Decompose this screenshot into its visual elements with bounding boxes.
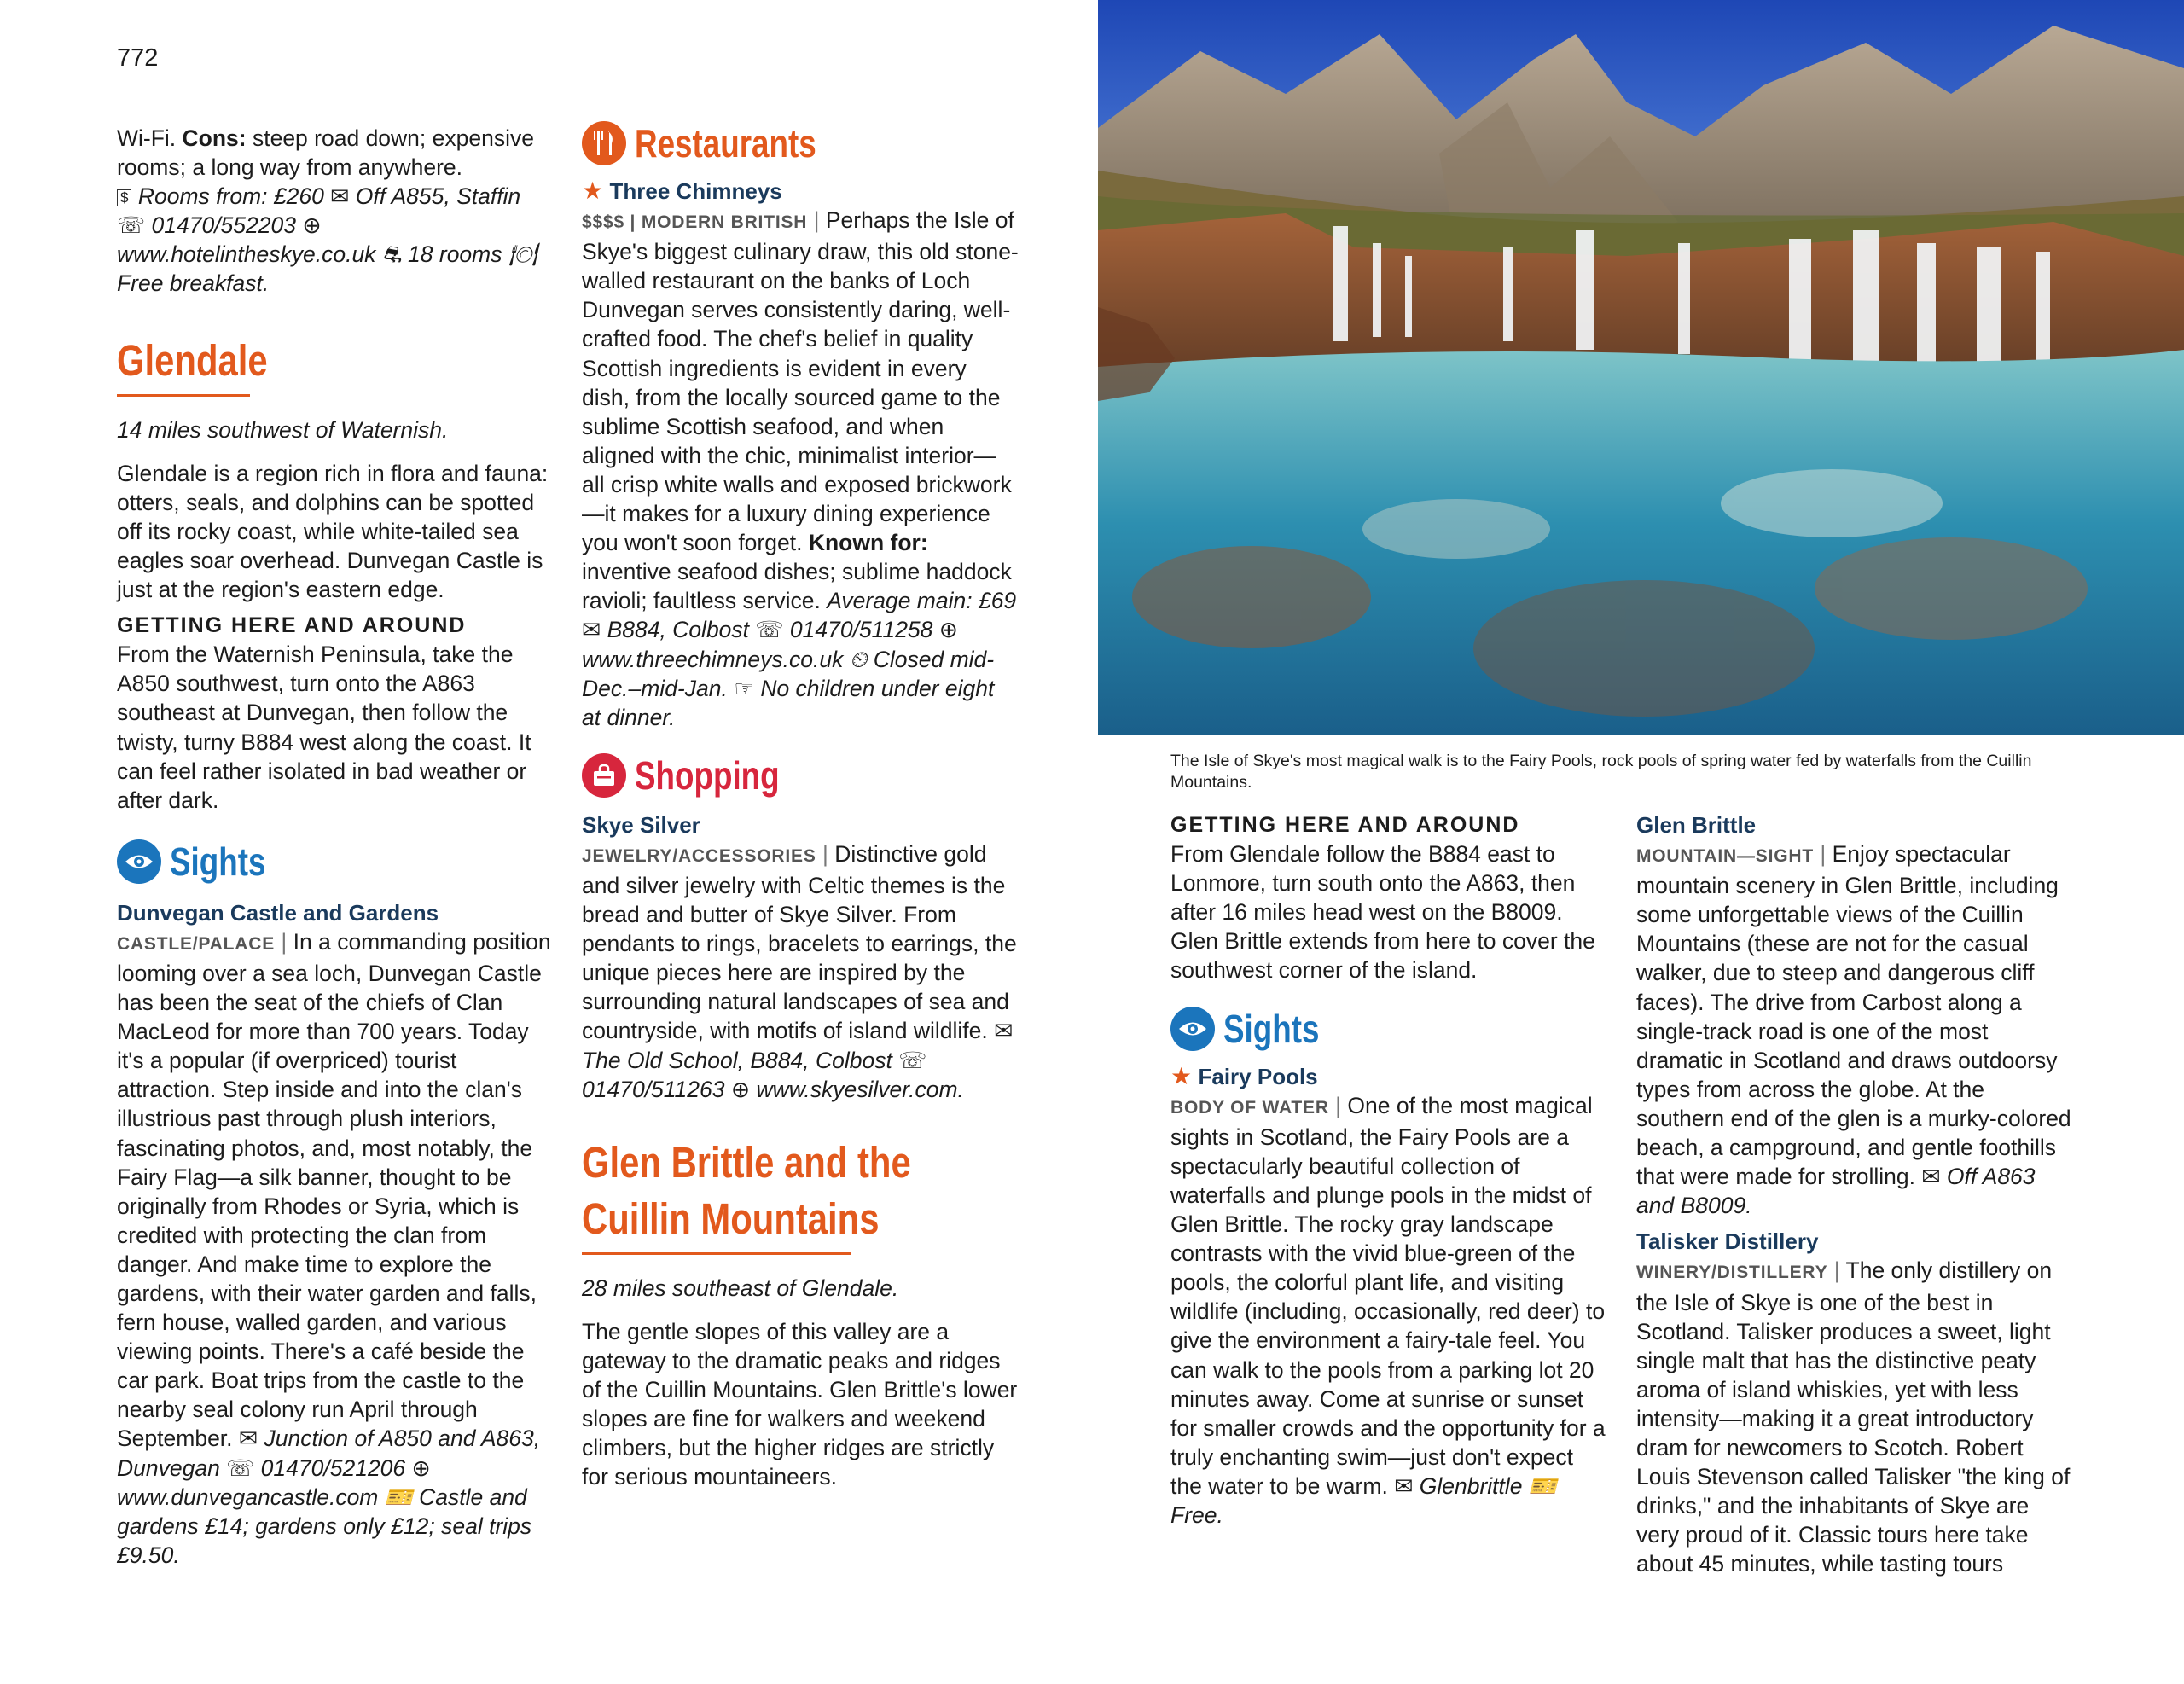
listing-body: MOUNTAIN—SIGHT | Enjoy spectacular mountain scenery in Glen Brittle, including some unforgettable views of the Cuillin Mountains (these are not for the casual walker, due to steep and dangerous cliff faces). The drive from Carbost along a single-track road is one of the most dramatic in Scotland and draws outdoorsy types from across the globe. At the southern end of the glen is a murky-colored beach, a campground, and gentle foothills that were made for strolling. ✉ Off A863 and B8009.: [1636, 841, 2071, 1219]
glendale-intro: Glendale is a region rich in flora and fauna: otters, seals, and dolphins can be spotted off its rocky coast, while white-tailed sea eagles soar overhead. Dunvegan Castle is just at the region's eastern edge.: [117, 460, 549, 603]
dollar-icon: $: [117, 189, 131, 206]
listing-name: ★ Fairy Pools: [1170, 1062, 1318, 1089]
glendale-distance: 14 miles southwest of Waternish.: [117, 416, 449, 443]
star-icon: ★: [582, 177, 604, 204]
hotel-info: $ Rooms from: £260 ✉ Off A855, Staffin ☏ 01470/552203 ⊕ www.hotelintheskye.co.uk ⛐ 18 rooms 🍽 Free breakfast.: [117, 183, 537, 297]
listing-name: Glen Brittle: [1636, 812, 1757, 838]
listing-body: JEWELRY/ACCESSORIES | Distinctive gold and silver jewelry with Celtic themes is the bread and butter of Skye Silver. From pendants to rings, bracelets to earrings, the unique pieces here are inspired by the surrounding natural landscapes of sea and countryside, with motifs of island wildlife. ✉ The Old School, B884, Colbost ☏ 01470/511263 ⊕ www.skyesilver.com.: [582, 840, 1017, 1102]
listing-name: ★ Three Chimneys: [582, 177, 782, 204]
photo-caption: The Isle of Skye's most magical walk is to the Fairy Pools, rock pools of spring water fed by waterfalls from the Cuillin Mountains.: [1170, 752, 2032, 792]
sights-heading: Sights: [117, 833, 552, 890]
page-number: 772: [117, 44, 159, 72]
getting-here-heading: GETTING HERE AND AROUND: [117, 613, 467, 638]
listing-name: Dunvegan Castle and Gardens: [117, 899, 439, 926]
listing-body: WINERY/DISTILLERY | The only distillery on the Isle of Skye is one of the best in Scotland. Talisker produces a sweet, light single malt that has the distinctive peaty aroma of island whiskies, yet with less intensity—making it a great introductory dram for newcomers to Scotch. Robert Louis Stevenson called Talisker "the king of drinks," and the inhabitants of Skye are very proud of it. Classic tours here take about 45 minutes, while tasting tours: [1636, 1257, 2071, 1577]
getting-here-text: From the Waternish Peninsula, take the A850 southwest, turn onto the A863 southeast at Dunvegan, then follow the twisty, turny B884 west along the coast. It can feel rather isolated in bad weather or after dark.: [117, 642, 531, 813]
column-1: [117, 124, 552, 1570]
shopping-bag-icon: [582, 753, 626, 798]
column-3: [1170, 810, 1607, 1530]
column-4: [1636, 810, 2075, 1578]
listing-body: $$$$ | MODERN BRITISH | Perhaps the Isle of Skye's biggest culinary draw, this old stone-walled restaurant on the banks of Loch Dunvegan serves consistently daring, well-crafted food. The chef's belief in quality Scottish ingredients is evident in every dish, from the locally sourced game to the sublime Scottish seafood, and when aligned with the chic, minimalist interior—all crisp white walls and exposed brickwork—it makes for a luxury dining experience you won't soon forget. Known for: inventive seafood dishes; sublime haddock ravioli; faultless service. Average main: £69 ✉ B884, Colbost ☏ 01470/511258 ⊕ www.threechimneys.co.uk ⏲ Closed mid-Dec.–mid-Jan. ☞ No children under eight at dinner.: [582, 207, 1019, 730]
hotel-cons: Wi-Fi. Cons: steep road down; expensive rooms; a long way from anywhere.: [117, 125, 534, 181]
fork-knife-icon: [582, 121, 626, 165]
star-icon: ★: [1170, 1062, 1193, 1089]
getting-here-text: From Glendale follow the B884 east to Lonmore, turn south onto the A863, then after 16 miles head west on the B8009. Glen Brittle extends from here to cover the southwest corner of the island.: [1170, 841, 1595, 984]
fairy-pools-photo: [1098, 0, 2184, 735]
glen-brittle-title: Glen Brittle and the Cuillin Mountains: [582, 1135, 1019, 1255]
column-2: [582, 115, 1019, 1491]
eye-icon: [117, 839, 161, 884]
listing-name: Talisker Distillery: [1636, 1228, 1819, 1255]
listing-body: CASTLE/PALACE | In a commanding position looming over a sea loch, Dunvegan Castle has been the seat of the chiefs of Clan MacLeod for more than 700 years. Today it's a popular (if overpriced) tourist attraction. Step inside and into the clan's illustrious past through plush interiors, fascinating photos, and, most notably, the Fairy Flag—a silk banner, thought to be originally from Rhodes or Syria, which is credited with protecting the clan from danger. And make time to explore the gardens, with their water garden and falls, fern house, walled garden, and various viewing points. There's a café beside the car park. Boat trips from the castle to the nearby seal colony run April through September. ✉ Junction of A850 and A863, Dunvegan ☏ 01470/521206 ⊕ www.dunvegancastle.com 🎫 Castle and gardens £14; gardens only £12; seal trips £9.50.: [117, 928, 551, 1568]
cons-label: Cons:: [182, 125, 247, 151]
glen-brittle-distance: 28 miles southeast of Glendale.: [582, 1275, 899, 1301]
listing-name: Skye Silver: [582, 811, 700, 838]
listing-body: BODY OF WATER | One of the most magical sights in Scotland, the Fairy Pools are a spectacularly beautiful collection of waterfalls and plunge pools in the midst of Glen Brittle. The rocky gray landscape contrasts with the vivid blue-green of the pools, the colorful plant life, and visiting wildlife (including, occasionally, red deer) to give the environment a fairy-tale feel. You can walk to the pools from a parking lot 20 minutes away. Come at sunrise or sunset for smaller crowds and the opportunity for a truly enchanting swim—just don't expect the water to be warm. ✉ Glenbrittle 🎫 Free.: [1170, 1092, 1606, 1528]
glendale-title: Glendale: [117, 333, 552, 397]
getting-here-heading: GETTING HERE AND AROUND: [1170, 813, 1520, 837]
glen-brittle-intro: The gentle slopes of this valley are a gateway to the dramatic peaks and ridges of the Cuillin Mountains. Glen Brittle's lower slopes are fine for walkers and weekend climbers, but the higher ridges are strictly for serious mountaineers.: [582, 1318, 1018, 1490]
shopping-heading: Shopping: [582, 747, 1019, 804]
eye-icon: [1170, 1007, 1215, 1051]
restaurants-heading: Restaurants: [582, 115, 1019, 171]
sights-heading: Sights: [1170, 1001, 1607, 1057]
